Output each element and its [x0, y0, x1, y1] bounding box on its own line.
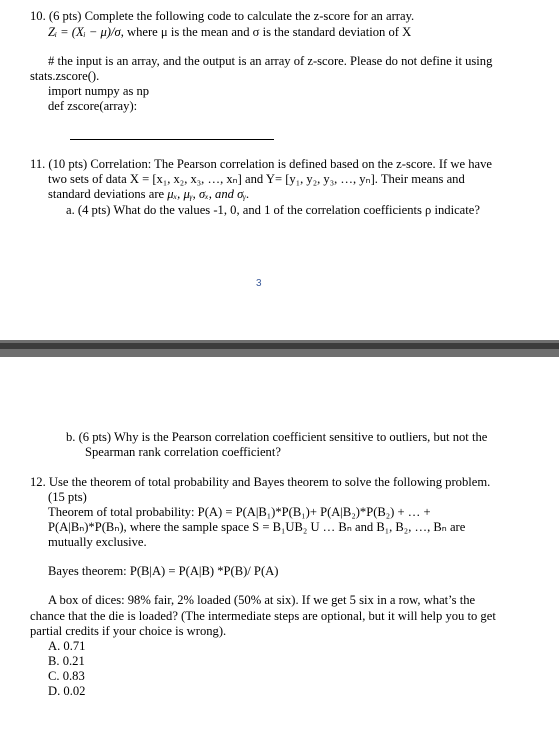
zscore-formula: Zᵢ = (Xᵢ − μ)/σ — [48, 25, 121, 39]
document-page-2 — [0, 357, 559, 754]
q11-line3 — [48, 187, 249, 202]
q11-part-b-line1: b. (6 pts) Why is the Pearson correlation coefficient sensitive to outliers, but not the — [66, 430, 488, 444]
q12-points: (15 pts) — [48, 490, 87, 504]
q10-code-def: def zscore(array): — [48, 99, 138, 113]
q11-part-a: a. (4 pts) What do the values -1, 0, and 1 of the correlation coefficients ρ indicate? — [66, 203, 480, 217]
q11-heading: 11. (10 pts) Correlation: The Pearson correlation is defined based on the z-score. If we have — [30, 157, 492, 171]
q11-line3-symbols: μₓ, μᵧ, σₓ, and σᵧ. — [167, 187, 250, 201]
q12-total-probability-cont: P(A|Bₙ)*P(Bₙ), where the sample space S = B₁UB₂ U … Bₙ and B₁, B₂, …, Bₙ are — [48, 520, 466, 534]
q12-heading: 12. Use the theorem of total probability and Bayes theorem to solve the following problem. — [30, 475, 491, 489]
page-number: 3 — [256, 278, 262, 289]
q12-problem-line3: partial credits if your choice is wrong). — [30, 624, 227, 638]
answer-blank-line — [70, 139, 274, 140]
option-b: B. 0.21 — [48, 654, 85, 668]
q11-line2: two sets of data X = [x₁, x₂, x₃, …, xₙ] and Y= [y₁, y₂, y₃, …, yₙ]. Their means and — [48, 172, 465, 186]
document-page-1 — [0, 0, 559, 340]
q11-line3-text: standard deviations are — [48, 187, 168, 201]
option-c: C. 0.83 — [48, 669, 85, 683]
formula-description: , where μ is the mean and σ is the standard deviation of X — [120, 25, 412, 39]
page-separator-line — [0, 343, 559, 349]
q12-mutually-exclusive: mutually exclusive. — [48, 535, 147, 549]
q10-heading: 10. (6 pts) Complete the following code to calculate the z-score for an array. — [30, 9, 415, 23]
q12-total-probability: Theorem of total probability: P(A) = P(A|B₁)*P(B₁)+ P(A|B₂)*P(B₂) + … + — [48, 505, 431, 519]
q10-formula-line — [48, 25, 411, 40]
q10-comment-line2: stats.zscore(). — [30, 69, 100, 83]
q12-problem-line1: A box of dices: 98% fair, 2% loaded (50% at six). If we get 5 six in a row, what’s the — [48, 593, 476, 607]
q11-part-b-line2: Spearman rank correlation coefficient? — [85, 445, 281, 459]
option-d: D. 0.02 — [48, 684, 86, 698]
q10-comment-line1: # the input is an array, and the output is an array of z-score. Please do not define it using — [48, 54, 493, 68]
q10-code-import: import numpy as np — [48, 84, 150, 98]
q12-problem-line2: chance that the die is loaded? (The intermediate steps are optional, but it will help you to get — [30, 609, 496, 623]
option-a: A. 0.71 — [48, 639, 86, 653]
q12-bayes-theorem: Bayes theorem: P(B|A) = P(A|B) *P(B)/ P(A) — [48, 564, 279, 578]
